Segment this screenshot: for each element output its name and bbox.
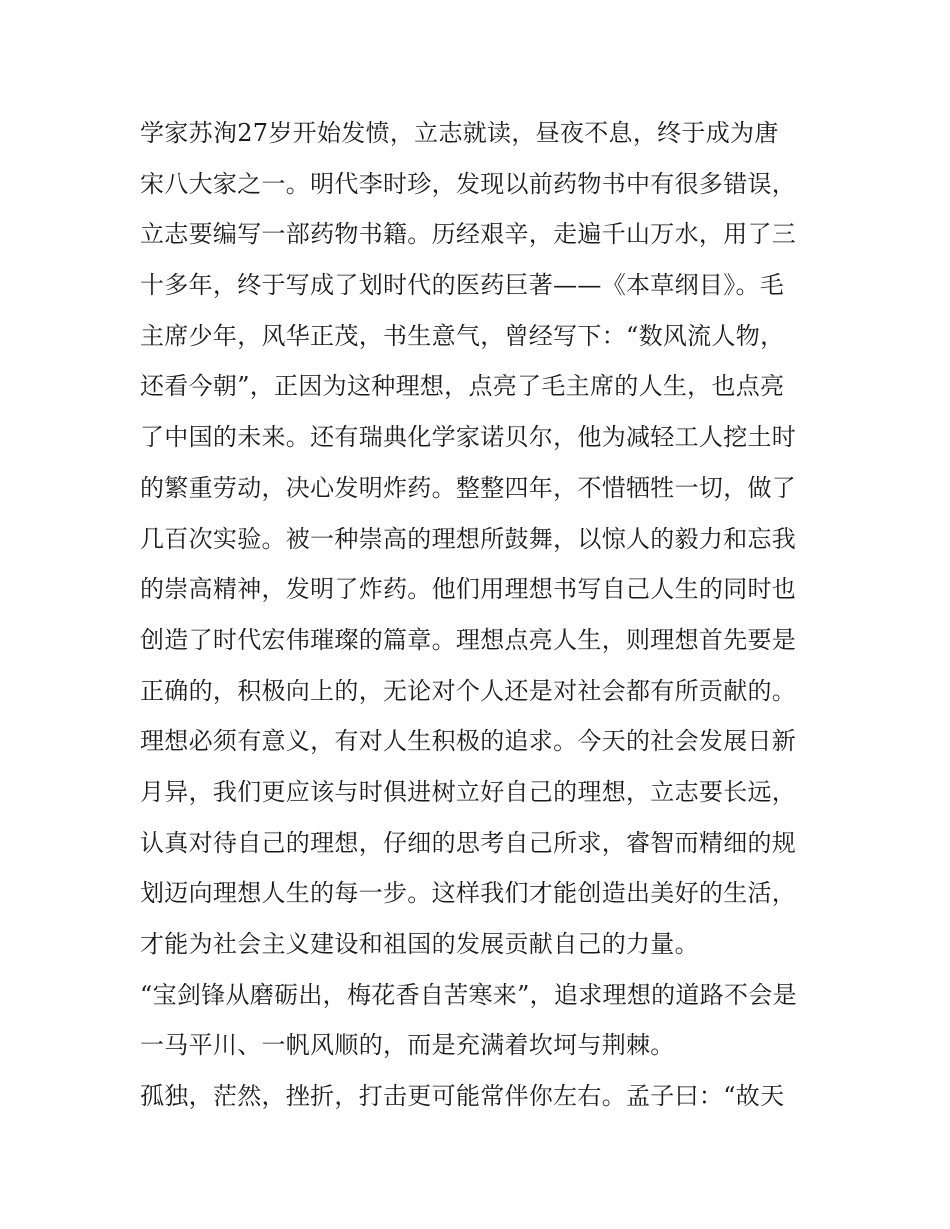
text-line: 正确的，积极向上的，无论对个人还是对社会都有所贡献的。 bbox=[140, 676, 797, 705]
text-line: 创造了时代宏伟璀璨的篇章。理想点亮人生，则理想首先要是 bbox=[140, 625, 797, 654]
text-line: 主席少年，风华正茂，书生意气，曾经写下：“数风流人物， bbox=[140, 321, 785, 350]
text-line: 理想必须有意义，有对人生积极的追求。今天的社会发展日新 bbox=[140, 727, 797, 756]
text-line: 的崇高精神，发明了炸药。他们用理想书写自己人生的同时也 bbox=[140, 575, 797, 604]
text-line: 一马平川、一帆风顺的，而是充满着坎坷与荆棘。 bbox=[140, 1031, 675, 1060]
text-line: 才能为社会主义建设和祖国的发展贡献自己的力量。 bbox=[140, 930, 699, 958]
text-line: 认真对待自己的理想，仔细的思考自己所求，睿智而精细的规 bbox=[140, 828, 797, 857]
text-line: 月异，我们更应该与时俱进树立好自己的理想，立志要长远， bbox=[140, 777, 797, 806]
text-line: 宋八大家之一。明代李时珍，发现以前药物书中有很多错误， bbox=[140, 169, 797, 198]
text-line: 的繁重劳动，决心发明炸药。整整四年，不惜牺牲一切，做了 bbox=[140, 473, 797, 502]
text-line: 十多年，终于写成了划时代的医药巨著——《本草纲目》。毛 bbox=[140, 271, 785, 300]
text-line: 划迈向理想人生的每一步。这样我们才能创造出美好的生活， bbox=[140, 879, 797, 908]
text-line: 立志要编写一部药物书籍。历经艰辛，走遍千山万水，用了三 bbox=[140, 220, 797, 249]
text-line: 学家苏洵27岁开始发愤，立志就读，昼夜不息，终于成为唐 bbox=[140, 119, 779, 147]
text-line: 几百次实验。被一种崇高的理想所鼓舞，以惊人的毅力和忘我 bbox=[140, 524, 797, 553]
text-line: 还看今朝”，正因为这种理想，点亮了毛主席的人生，也点亮 bbox=[140, 372, 785, 401]
text-line: 孤独，茫然，挫折，打击更可能常伴你左右。孟子曰：“故天 bbox=[140, 1082, 785, 1111]
body-text bbox=[140, 108, 830, 1122]
text-line: “宝剑锋从磨砺出，梅花香自苦寒来”，追求理想的道路不会是 bbox=[140, 980, 797, 1009]
text-line: 了中国的未来。还有瑞典化学家诺贝尔，他为减轻工人挖土时 bbox=[140, 423, 797, 452]
